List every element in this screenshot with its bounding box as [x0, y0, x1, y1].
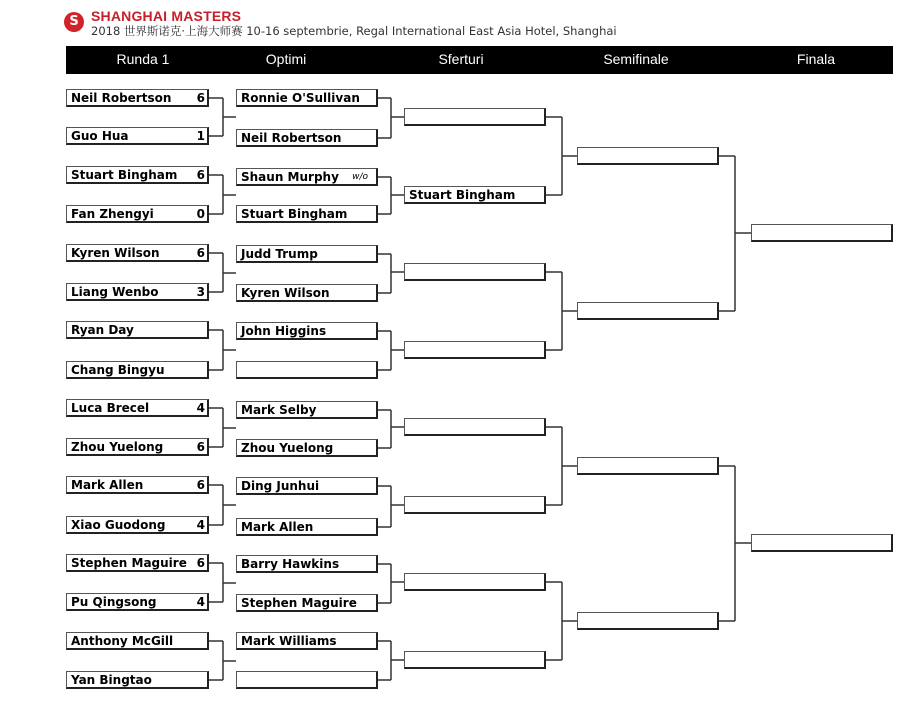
round1-slot [66, 632, 209, 650]
round1-slot [66, 476, 209, 494]
match-score: 0 [196, 207, 205, 221]
player-name: Barry Hawkins [241, 557, 340, 571]
semifinale-slot [577, 302, 719, 320]
player-name: Shaun Murphy [241, 170, 339, 184]
optimi-slot [236, 284, 378, 302]
optimi-slot [236, 671, 378, 689]
sferturi-slot [404, 651, 546, 669]
optimi-slot [236, 205, 378, 223]
round-title-optimi: Optimi [265, 51, 307, 67]
player-name: Stuart Bingham [71, 168, 178, 182]
player-name: Xiao Guodong [71, 518, 166, 532]
round1-slot [66, 321, 209, 339]
player-name: John Higgins [241, 324, 327, 338]
match-score: 6 [196, 478, 205, 492]
player-name: Stephen Maguire [241, 596, 357, 610]
optimi-slot [236, 401, 378, 419]
round1-slot [66, 89, 209, 107]
round-title-sferturi: Sferturi [438, 51, 484, 67]
player-name: Zhou Yuelong [71, 440, 164, 454]
sferturi-slot [404, 341, 546, 359]
player-name: Mark Selby [241, 403, 317, 417]
round1-slot [66, 516, 209, 534]
player-name: Stuart Bingham [409, 188, 516, 202]
optimi-slot [236, 322, 378, 340]
event-subtitle: 2018 世界斯诺克·上海大师赛 10-16 septembrie, Regal International East Asia Hotel, Shanghai [91, 24, 617, 38]
sferturi-slot [404, 108, 546, 126]
player-name: Mark Allen [241, 520, 314, 534]
match-score: 4 [196, 518, 205, 532]
round1-slot [66, 244, 209, 262]
player-name: Stephen Maguire [71, 556, 187, 570]
sferturi-slot [404, 573, 546, 591]
sferturi-slot [404, 186, 546, 204]
player-name: Zhou Yuelong [241, 441, 334, 455]
optimi-slot [236, 245, 378, 263]
shanghai-masters-logo-icon: S [64, 12, 84, 32]
optimi-slot [236, 129, 378, 147]
player-name: Ronnie O'Sullivan [241, 91, 360, 105]
optimi-slot [236, 518, 378, 536]
sferturi-slot [404, 263, 546, 281]
player-name: Fan Zhengyi [71, 207, 154, 221]
player-name: Ding Junhui [241, 479, 320, 493]
player-name: Ryan Day [71, 323, 134, 337]
match-score: 6 [196, 168, 205, 182]
round1-slot [66, 166, 209, 184]
optimi-slot [236, 168, 378, 186]
optimi-slot [236, 594, 378, 612]
player-name: Yan Bingtao [71, 673, 152, 687]
round1-slot [66, 554, 209, 572]
round1-slot [66, 399, 209, 417]
match-score: 4 [196, 401, 205, 415]
match-score: 1 [196, 129, 205, 143]
player-name: Kyren Wilson [71, 246, 160, 260]
optimi-slot [236, 555, 378, 573]
walkover-note: w/o [352, 172, 368, 182]
match-score: 6 [196, 556, 205, 570]
optimi-slot [236, 89, 378, 107]
player-name: Liang Wenbo [71, 285, 159, 299]
match-score: 6 [196, 91, 205, 105]
round1-slot [66, 283, 209, 301]
player-name: Pu Qingsong [71, 595, 157, 609]
round1-slot [66, 361, 209, 379]
player-name: Stuart Bingham [241, 207, 348, 221]
sferturi-slot [404, 496, 546, 514]
match-score: 6 [196, 440, 205, 454]
optimi-slot [236, 361, 378, 379]
sferturi-slot [404, 418, 546, 436]
finala-slot [751, 224, 893, 242]
player-name: Kyren Wilson [241, 286, 330, 300]
match-score: 6 [196, 246, 205, 260]
round1-slot [66, 671, 209, 689]
player-name: Chang Bingyu [71, 363, 165, 377]
player-name: Luca Brecel [71, 401, 150, 415]
player-name: Mark Williams [241, 634, 337, 648]
optimi-slot [236, 477, 378, 495]
semifinale-slot [577, 612, 719, 630]
round-title-finala: Finala [796, 51, 836, 67]
round-title-semifinale: Semifinale [603, 51, 669, 67]
player-name: Guo Hua [71, 129, 129, 143]
event-brand: SHANGHAI MASTERS [91, 8, 242, 24]
round1-slot [66, 205, 209, 223]
round1-slot [66, 438, 209, 456]
optimi-slot [236, 632, 378, 650]
round1-slot [66, 127, 209, 145]
player-name: Mark Allen [71, 478, 144, 492]
player-name: Neil Robertson [71, 91, 172, 105]
optimi-slot [236, 439, 378, 457]
finala-slot [751, 534, 893, 552]
round1-slot [66, 593, 209, 611]
player-name: Judd Trump [241, 247, 318, 261]
semifinale-slot [577, 457, 719, 475]
player-name: Anthony McGill [71, 634, 174, 648]
match-score: 4 [196, 595, 205, 609]
round-title-runda-1: Runda 1 [116, 51, 170, 67]
match-score: 3 [196, 285, 205, 299]
semifinale-slot [577, 147, 719, 165]
player-name: Neil Robertson [241, 131, 342, 145]
